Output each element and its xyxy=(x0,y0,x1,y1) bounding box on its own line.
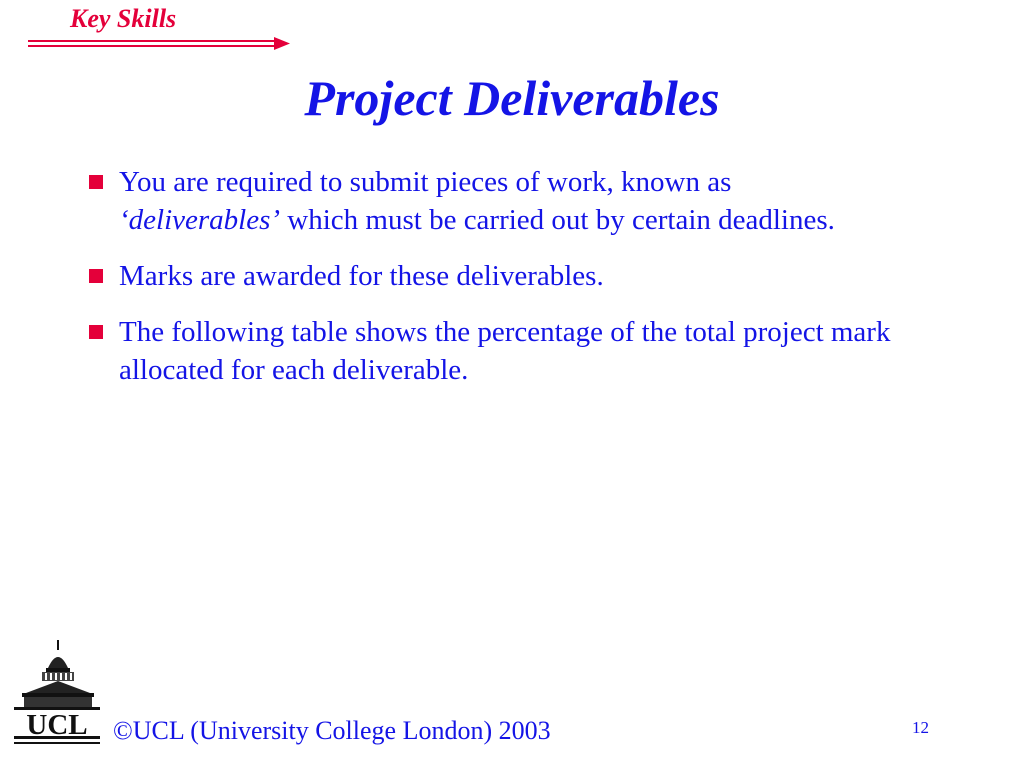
slide-title: Project Deliverables xyxy=(304,70,720,126)
bullet-text-emphasis: ‘deliverables’ xyxy=(119,204,281,236)
bullet-text: Marks are awarded for these deliverables. xyxy=(119,260,604,292)
ucl-logo xyxy=(12,638,104,748)
page-number: 12 xyxy=(912,718,929,737)
bullet-item xyxy=(86,313,906,389)
bullet-item xyxy=(86,257,906,295)
footer-copyright: ©UCL (University College London) 2003 xyxy=(113,716,551,745)
bullet-text: The following table shows the percentage of the total project mark allocated for each deliverable. xyxy=(119,316,891,386)
bullet-item xyxy=(86,163,906,239)
logo-text: UCL xyxy=(26,709,88,741)
header-arrow-line xyxy=(28,36,290,50)
header-label: Key Skills xyxy=(70,4,177,33)
bullet-text-end: which must be carried out by certain deadlines. xyxy=(280,204,835,236)
bullet-list xyxy=(86,163,906,407)
bullet-square-icon xyxy=(89,325,103,339)
bullet-square-icon xyxy=(89,175,103,189)
bullet-square-icon xyxy=(89,269,103,283)
bullet-text-start: You are required to submit pieces of work, known as xyxy=(119,166,732,198)
